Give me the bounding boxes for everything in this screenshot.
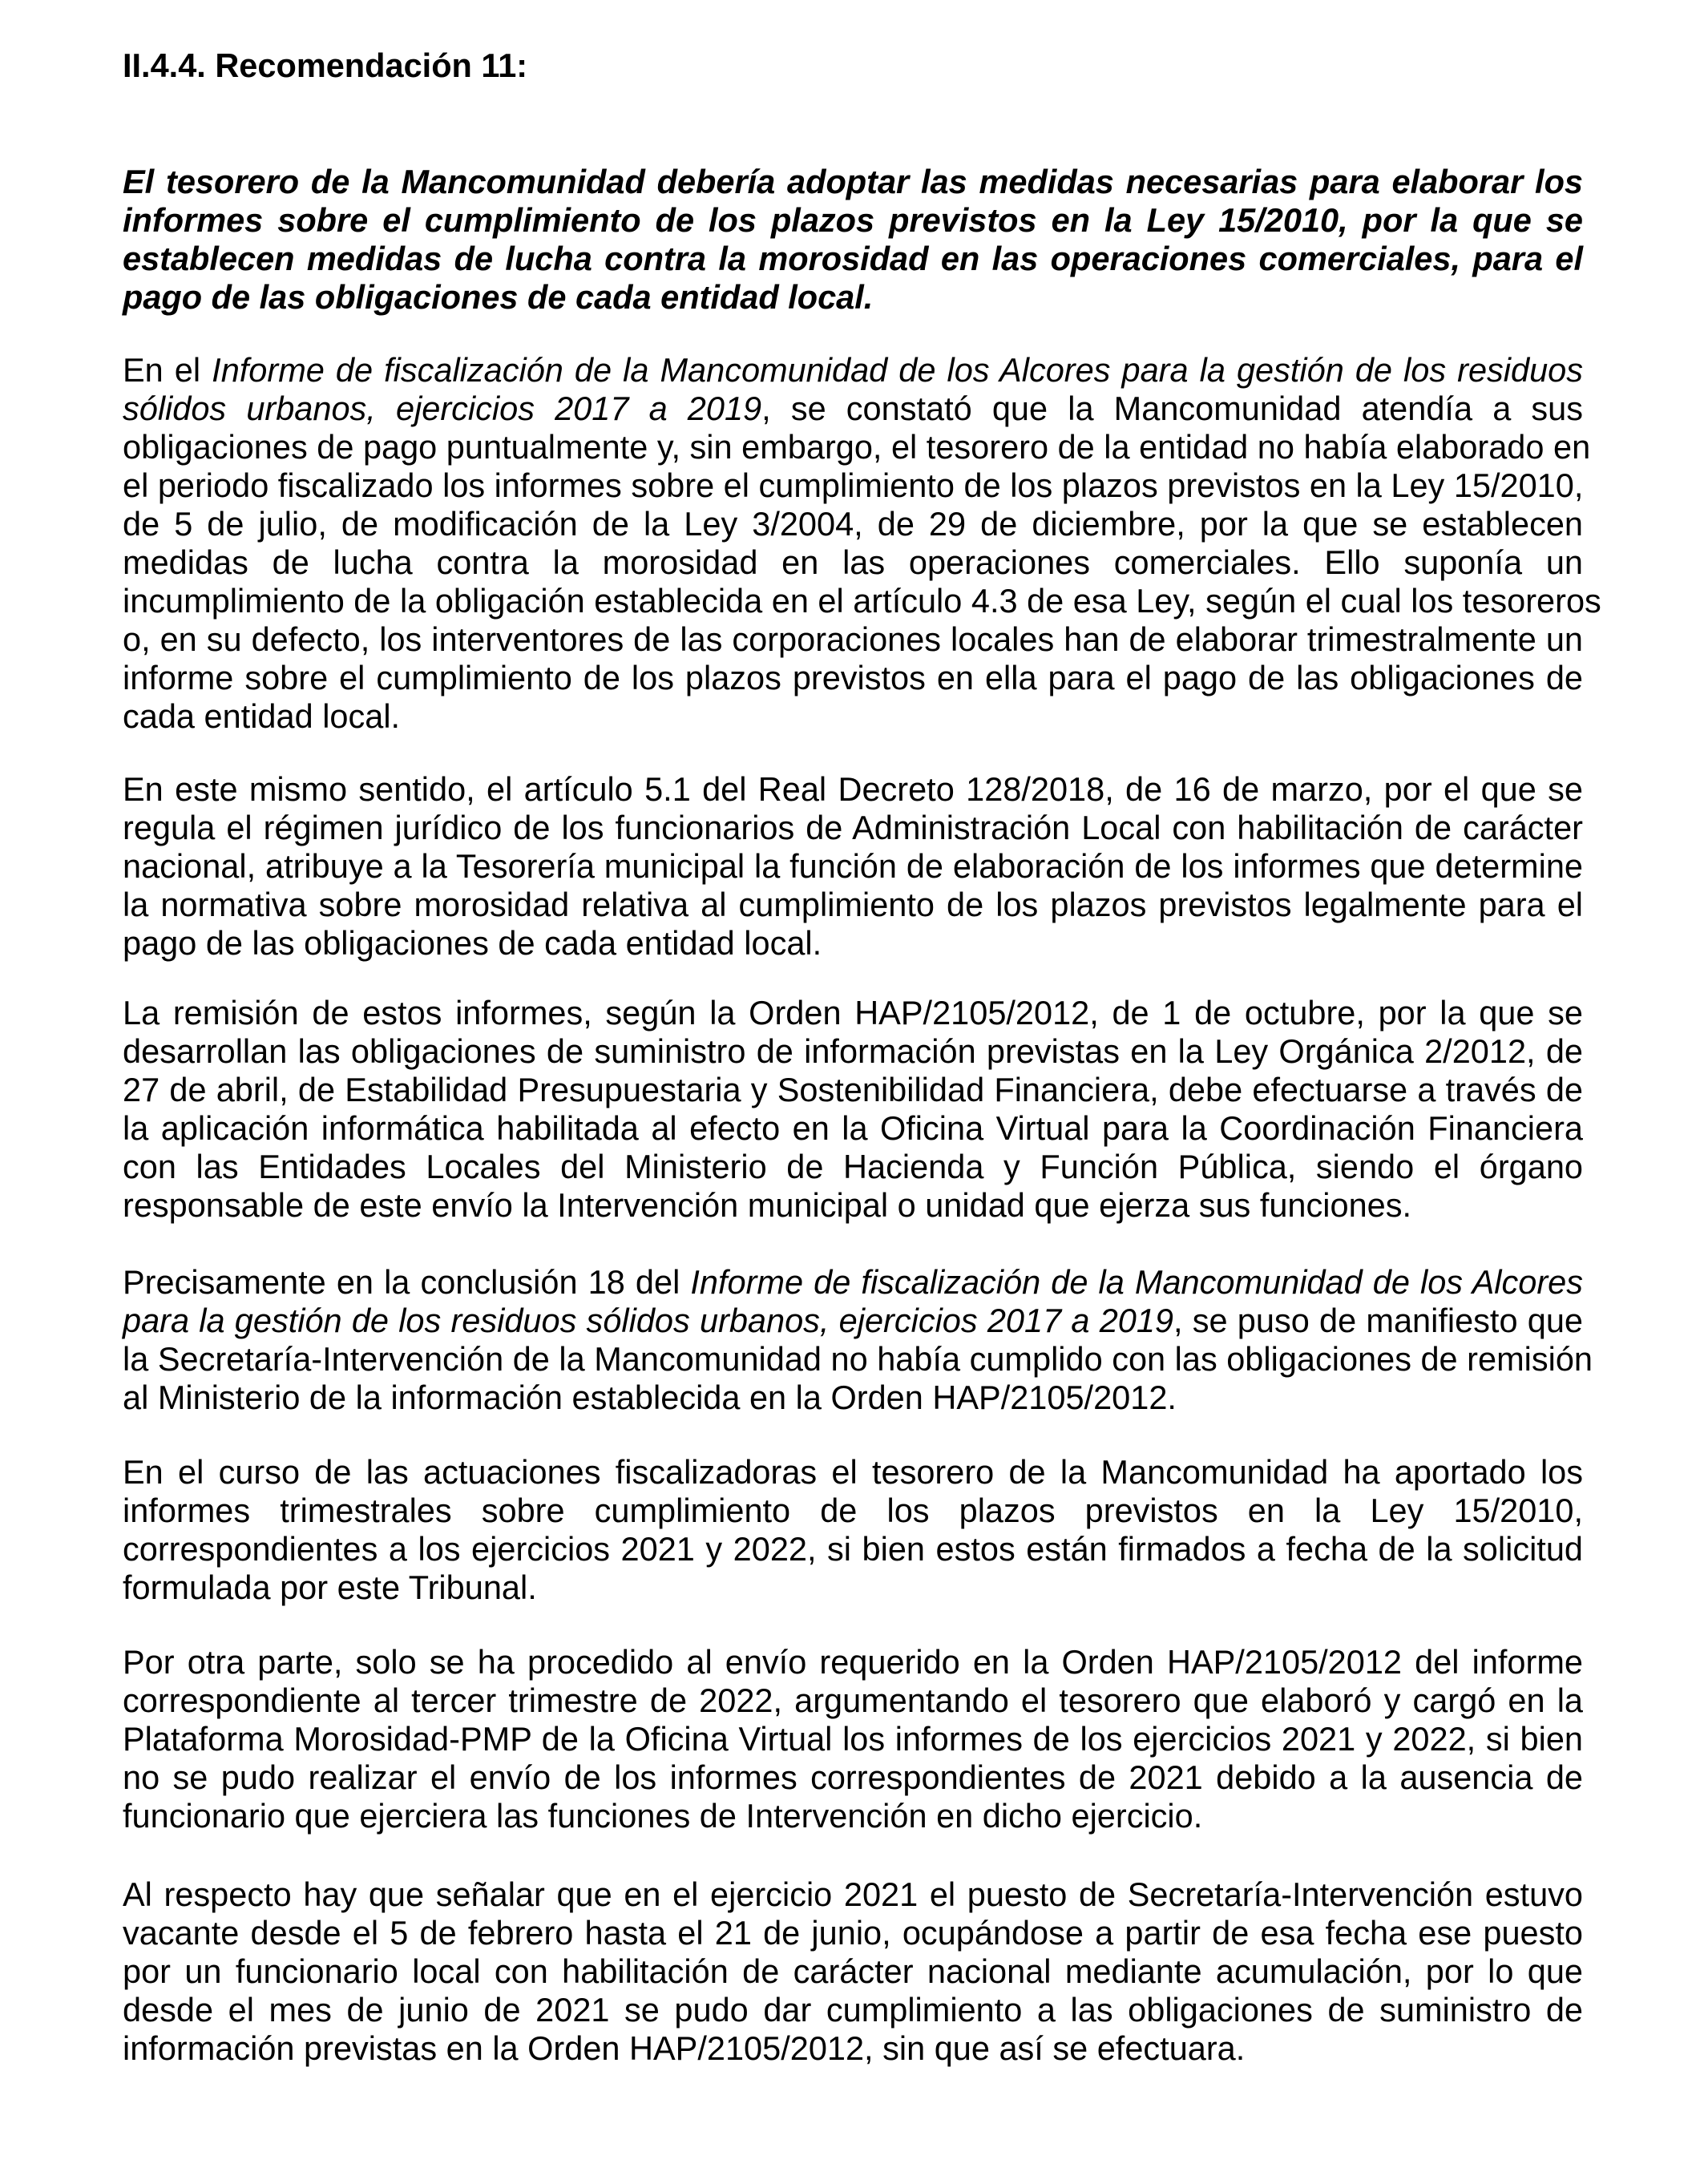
text-line xyxy=(123,1340,1593,1379)
italic-citation: Informe de fiscalización de la Mancomunidad de los Alcores xyxy=(690,1263,1583,1301)
section-heading: II.4.4. Recomendación 11: xyxy=(123,46,528,84)
text-line xyxy=(123,1530,1583,1568)
recommendation-statement xyxy=(123,163,1583,317)
text-segment: información previstas en la Orden HAP/2105/2012, sin que así se efectuara. xyxy=(123,2029,1246,2067)
text-line xyxy=(123,697,1583,736)
text-segment: obligaciones de pago puntualmente y, sin embargo, el tesorero de la entidad no había elaborado en xyxy=(123,428,1591,466)
text-segment: no se pudo realizar el envío de los informes correspondientes de 2021 debido a la ausencia de xyxy=(123,1758,1583,1796)
text-line xyxy=(123,163,1583,201)
body-paragraph xyxy=(123,770,1583,963)
text-line xyxy=(123,620,1583,659)
text-segment: , se constató que la Mancomunidad atendía a sus xyxy=(761,390,1583,427)
text-line xyxy=(123,351,1583,390)
text-segment: La remisión de estos informes, según la Orden HAP/2105/2012, de 1 de octubre, por la que se xyxy=(123,994,1583,1031)
text-segment: al Ministerio de la información establecida en la Orden HAP/2105/2012. xyxy=(123,1379,1177,1416)
text-segment: la normativa sobre morosidad relativa al cumplimiento de los plazos previstos legalmente para el xyxy=(123,886,1583,923)
text-line xyxy=(123,1263,1583,1302)
text-segment: cada entidad local. xyxy=(123,697,401,735)
text-segment: Plataforma Morosidad-PMP de la Oficina Virtual los informes de los ejercicios 2021 y 2022, si bien xyxy=(123,1720,1583,1758)
body-paragraph xyxy=(123,1875,1583,2068)
text-line xyxy=(123,2029,1583,2068)
italic-citation: sólidos urbanos, ejercicios 2017 a 2019 xyxy=(123,390,762,427)
text-segment: funcionario que ejerciera las funciones de Intervención en dicho ejercicio. xyxy=(123,1797,1203,1835)
text-line xyxy=(123,1720,1583,1758)
text-line xyxy=(123,1568,1583,1607)
document-page xyxy=(123,46,1583,85)
text-line xyxy=(123,1492,1583,1530)
text-segment: con las Entidades Locales del Ministerio de Hacienda y Función Pública, siendo el órgano xyxy=(123,1148,1583,1185)
italic-citation: Informe de fiscalización de la Mancomunidad de los Alcores para la gestión de los residuos xyxy=(212,351,1583,389)
text-segment: medidas de lucha contra la morosidad en las operaciones comerciales. Ello suponía un xyxy=(123,543,1583,581)
text-line xyxy=(123,278,1583,317)
body-paragraph xyxy=(123,994,1583,1225)
text-line xyxy=(123,994,1583,1032)
text-line xyxy=(123,770,1583,809)
text-line xyxy=(123,390,1583,428)
text-line xyxy=(123,201,1583,240)
text-line xyxy=(123,886,1583,924)
text-segment: desarrollan las obligaciones de suministro de información previstas en la Ley Orgánica 2/2012, de xyxy=(123,1032,1583,1070)
text-line xyxy=(123,659,1583,697)
text-segment: Precisamente en la conclusión 18 del xyxy=(123,1263,691,1301)
body-paragraph xyxy=(123,1643,1583,1835)
text-line xyxy=(123,1681,1583,1720)
text-segment: o, en su defecto, los interventores de las corporaciones locales han de elaborar trimestralmente un xyxy=(123,620,1583,658)
text-segment: desde el mes de junio de 2021 se pudo dar cumplimiento a las obligaciones de suministro de xyxy=(123,1991,1583,2029)
text-segment: Por otra parte, solo se ha procedido al envío requerido en la Orden HAP/2105/2012 del informe xyxy=(123,1643,1583,1681)
text-line xyxy=(123,240,1583,278)
body-paragraph xyxy=(123,351,1601,736)
text-line xyxy=(123,1758,1583,1797)
text-line xyxy=(123,1991,1583,2029)
text-line xyxy=(123,428,1591,466)
text-segment: correspondientes a los ejercicios 2021 y 2022, si bien estos están firmados a fecha de la solicitud xyxy=(123,1530,1583,1568)
text-segment: pago de las obligaciones de cada entidad local. xyxy=(123,924,822,962)
text-segment: 27 de abril, de Estabilidad Presupuestaria y Sostenibilidad Financiera, debe efectuarse a través de xyxy=(123,1071,1583,1108)
text-segment: nacional, atribuye a la Tesorería municipal la función de elaboración de los informes que determine xyxy=(123,847,1583,885)
text-line xyxy=(123,1148,1583,1186)
text-segment: , se puso de manifiesto que xyxy=(1173,1302,1583,1339)
text-segment: En este mismo sentido, el artículo 5.1 del Real Decreto 128/2018, de 16 de marzo, por el que se xyxy=(123,770,1583,808)
text-segment: informes trimestrales sobre cumplimiento de los plazos previstos en la Ley 15/2010, xyxy=(123,1492,1583,1529)
text-segment: correspondiente al tercer trimestre de 2022, argumentando el tesorero que elaboró y cargó en la xyxy=(123,1681,1583,1719)
text-segment: En el xyxy=(123,351,212,389)
text-segment: El tesorero de la Mancomunidad debería adoptar las medidas necesarias para elaborar los xyxy=(123,163,1583,200)
text-segment: vacante desde el 5 de febrero hasta el 21 de junio, ocupándose a partir de esa fecha ese puesto xyxy=(123,1914,1583,1952)
text-line xyxy=(123,847,1583,886)
text-line xyxy=(123,1453,1583,1492)
text-segment: de 5 de julio, de modificación de la Ley 3/2004, de 29 de diciembre, por la que se establecen xyxy=(123,505,1583,543)
text-segment: incumplimiento de la obligación establecida en el artículo 4.3 de esa Ley, según el cual los tesoreros xyxy=(123,582,1601,620)
text-segment: la aplicación informática habilitada al efecto en la Oficina Virtual para la Coordinación Financiera xyxy=(123,1109,1583,1147)
text-segment: el periodo fiscalizado los informes sobre el cumplimiento de los plazos previstos en la Ley 15/2010, xyxy=(123,466,1584,504)
text-line xyxy=(123,582,1601,620)
text-line xyxy=(123,505,1583,543)
italic-citation: para la gestión de los residuos sólidos urbanos, ejercicios 2017 a 2019 xyxy=(123,1302,1174,1339)
text-line xyxy=(123,1071,1583,1109)
text-line xyxy=(123,1379,1583,1417)
text-line xyxy=(123,1032,1583,1071)
text-segment: En el curso de las actuaciones fiscalizadoras el tesorero de la Mancomunidad ha aportado los xyxy=(123,1453,1583,1491)
text-line xyxy=(123,1952,1583,1991)
text-segment: regula el régimen jurídico de los funcionarios de Administración Local con habilitación de carácter xyxy=(123,809,1583,846)
text-line xyxy=(123,1914,1583,1952)
text-segment: responsable de este envío la Intervención municipal o unidad que ejerza sus funciones. xyxy=(123,1186,1412,1224)
body-paragraph xyxy=(123,1453,1583,1607)
text-segment: informes sobre el cumplimiento de los plazos previstos en la Ley 15/2010, por la que se xyxy=(123,201,1583,239)
text-line xyxy=(123,1109,1583,1148)
text-line xyxy=(123,1875,1583,1914)
text-segment: establecen medidas de lucha contra la morosidad en las operaciones comerciales, para el xyxy=(123,240,1583,277)
text-segment: la Secretaría-Intervención de la Mancomunidad no había cumplido con las obligaciones de remisión xyxy=(123,1340,1593,1378)
text-line xyxy=(123,1797,1583,1835)
text-line xyxy=(123,924,1583,963)
text-line xyxy=(123,809,1583,847)
text-line xyxy=(123,543,1583,582)
text-segment: pago de las obligaciones de cada entidad local. xyxy=(123,278,874,316)
text-line xyxy=(123,1186,1583,1225)
text-segment: informe sobre el cumplimiento de los plazos previstos en ella para el pago de las obligaciones de xyxy=(123,659,1583,696)
text-segment: formulada por este Tribunal. xyxy=(123,1568,537,1606)
body-paragraph xyxy=(123,1263,1593,1417)
text-line xyxy=(123,1302,1583,1340)
text-line xyxy=(123,1643,1583,1681)
text-line xyxy=(123,466,1583,505)
text-segment: Al respecto hay que señalar que en el ejercicio 2021 el puesto de Secretaría-Intervención estuvo xyxy=(123,1875,1583,1913)
text-segment: por un funcionario local con habilitación de carácter nacional mediante acumulación, por lo que xyxy=(123,1952,1583,1990)
